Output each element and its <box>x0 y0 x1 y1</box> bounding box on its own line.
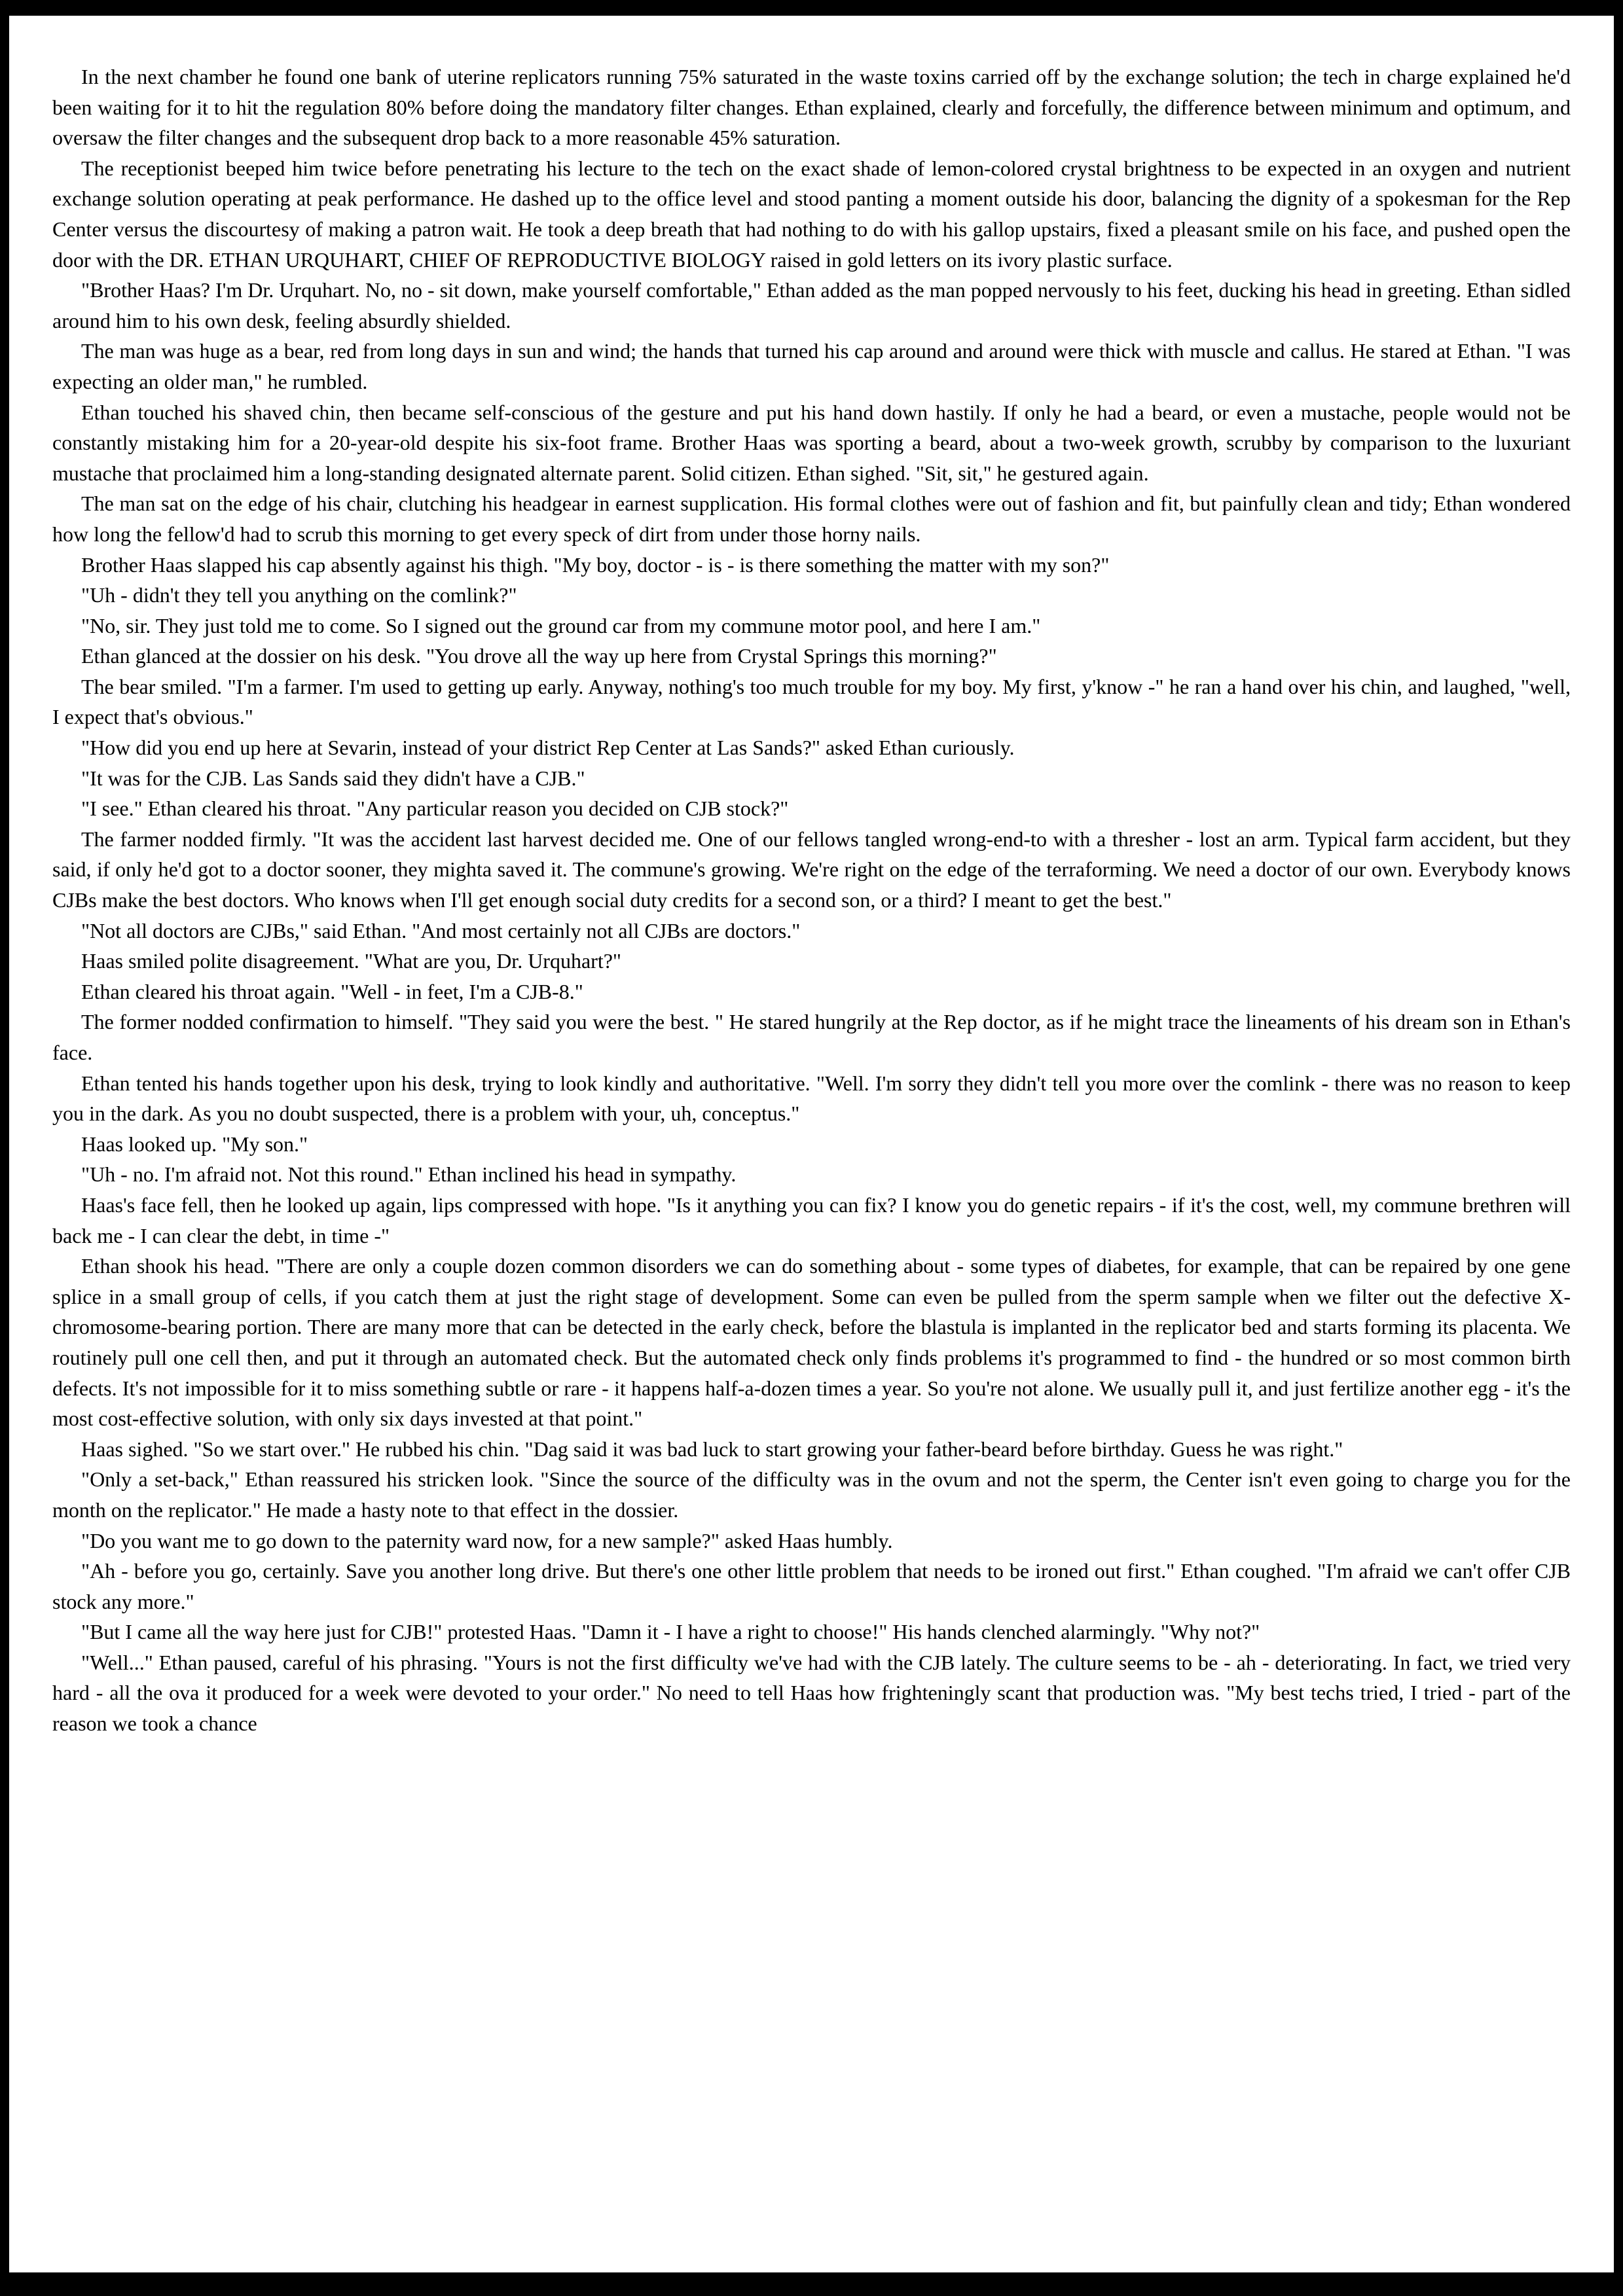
page-text <box>52 62 1571 1739</box>
paragraph: The farmer nodded firmly. "It was the accident last harvest decided me. One of our fellows tangled wrong-end-to with a thresher - lost an arm. Typical farm accident, but they said, if only he'd got to a doctor sooner, they mighta saved it. The commune's growing. We're right on the edge of the terraforming. We need a doctor of our own. Everybody knows CJBs make the best doctors. Who knows when I'll get enough social duty credits for a second son, or a third? I meant to get the best." <box>52 827 1571 912</box>
paragraph: "Well..." Ethan paused, careful of his phrasing. "Yours is not the first difficulty we've had with the CJB lately. The culture seems to be - ah - deteriorating. In fact, we tried very hard - all the ova it produced for a week were devoted to your order." No need to tell Haas how frighteningly scant that production was. "My best techs tried, I tried - part of the reason we took a chance <box>52 1650 1571 1736</box>
paragraph: "It was for the CJB. Las Sands said they didn't have a CJB." <box>81 766 585 790</box>
paragraph: The former nodded confirmation to himself. "They said you were the best. " He stared hungrily at the Rep doctor, as if he might trace the lineaments of his dream son in Ethan's face. <box>52 1010 1571 1064</box>
paragraph: The man sat on the edge of his chair, clutching his headgear in earnest supplication. His formal clothes were out of fashion and fit, but painfully clean and tidy; Ethan wondered how long the fellow'd had to scrub this morning to get every speck of dirt from under those horny nails. <box>52 492 1571 546</box>
paragraph: Ethan glanced at the dossier on his desk. "You drove all the way up here from Crystal Springs this morning?" <box>81 644 997 668</box>
paragraph: Haas's face fell, then he looked up again, lips compressed with hope. "Is it anything you can fix? I know you do genetic repairs - if it's the cost, well, my commune brethren will back me - I can clear the debt, in time -" <box>52 1193 1571 1247</box>
paragraph: "Brother Haas? I'm Dr. Urquhart. No, no - sit down, make yourself comfortable," Ethan added as the man popped nervously to his feet, ducking his head in greeting. Ethan sidled around him to his own desk, feeling absurdly shielded. <box>52 278 1571 332</box>
paragraph: "But I came all the way here just for CJB!" protested Haas. "Damn it - I have a right to choose!" His hands clenched alarmingly. "Why not?" <box>81 1620 1260 1644</box>
paragraph: "Do you want me to go down to the paternity ward now, for a new sample?" asked Haas humbly. <box>81 1528 893 1552</box>
paragraph: "Uh - didn't they tell you anything on the comlink?" <box>81 583 517 607</box>
paragraph: Haas looked up. "My son." <box>81 1132 308 1156</box>
paragraph: Brother Haas slapped his cap absently against his thigh. "My boy, doctor - is - is there something the matter with my son?" <box>81 552 1110 577</box>
paragraph: "How did you end up here at Sevarin, instead of your district Rep Center at Las Sands?" asked Ethan curiously. <box>81 736 1015 760</box>
paragraph: "Only a set-back," Ethan reassured his stricken look. "Since the source of the difficulty was in the ovum and not the sperm, the Center isn't even going to charge you for the month on the replicator." He made a hasty note to that effect in the dossier. <box>52 1467 1571 1522</box>
paragraph: "Uh - no. I'm afraid not. Not this round." Ethan inclined his head in sympathy. <box>81 1162 737 1187</box>
paragraph: Ethan tented his hands together upon his desk, trying to look kindly and authoritative. "Well. I'm sorry they didn't tell you more over the comlink - there was no reason to keep you in the dark. As you no doubt suspected, there is a problem with your, uh, conceptus." <box>52 1071 1571 1126</box>
paragraph: "I see." Ethan cleared his throat. "Any particular reason you decided on CJB stock?" <box>81 797 789 821</box>
paragraph: Ethan shook his head. "There are only a couple dozen common disorders we can do something about - some types of diabetes, for example, that can be repaired by one gene splice in a small group of cells, if you catch them at just the right stage of development. Some can even be pulled from the sperm sample when we filter out the defective X-chromosome-bearing portion. There are many more that can be detected in the early check, before the blastula is implanted in the replicator bed and starts forming its placenta. We routinely pull one cell then, and put it through an automated check. But the automated check only finds problems it's programmed to find - the hundred or so most common birth defects. It's not impossible for it to miss something subtle or rare - it happens half-a-dozen times a year. So you're not alone. We usually pull it, and just fertilize another egg - it's the most cost-effective solution, with only six days invested at that point." <box>52 1254 1571 1431</box>
paragraph: Ethan cleared his throat again. "Well - in feet, I'm a CJB-8." <box>81 979 583 1003</box>
paragraph: The bear smiled. "I'm a farmer. I'm used to getting up early. Anyway, nothing's too much trouble for my boy. My first, y'know -" he ran a hand over his chin, and laughed, "well, I expect that's obvious." <box>52 674 1571 729</box>
paragraph: "Ah - before you go, certainly. Save you another long drive. But there's one other little problem that needs to be ironed out first." Ethan coughed. "I'm afraid we can't offer CJB stock any more." <box>52 1559 1571 1613</box>
paragraph: "Not all doctors are CJBs," said Ethan. "And most certainly not all CJBs are doctors." <box>81 918 801 942</box>
paragraph: The receptionist beeped him twice before penetrating his lecture to the tech on the exact shade of lemon-colored crystal brightness to be expected in an oxygen and nutrient exchange solution operating at peak performance. He dashed up to the office level and stood panting a moment outside his door, balancing the dignity of a spokesman for the Rep Center versus the discourtesy of making a patron wait. He took a deep breath that had nothing to do with his gallop upstairs, fixed a pleasant smile on his face, and pushed open the door with the DR. ETHAN URQUHART, CHIEF OF REPRODUCTIVE BIOLOGY raised in gold letters on its ivory plastic surface. <box>52 156 1571 272</box>
paragraph: Haas sighed. "So we start over." He rubbed his chin. "Dag said it was bad luck to start growing your father-beard before birthday. Guess he was right." <box>81 1437 1343 1461</box>
paragraph: "No, sir. They just told me to come. So I signed out the ground car from my commune motor pool, and here I am." <box>81 613 1041 637</box>
paragraph: Haas smiled polite disagreement. "What are you, Dr. Urquhart?" <box>81 949 621 973</box>
paragraph: The man was huge as a bear, red from long days in sun and wind; the hands that turned his cap around and around were thick with muscle and callus. He stared at Ethan. "I was expecting an older man," he rumbled. <box>52 339 1571 393</box>
paragraph: Ethan touched his shaved chin, then became self-conscious of the gesture and put his hand down hastily. If only he had a beard, or even a mustache, people would not be constantly mistaking him for a 20-year-old despite his six-foot frame. Brother Haas was sporting a beard, about a two-week growth, scrubby by comparison to the luxuriant mustache that proclaimed him a long-standing designated alternate parent. Solid citizen. Ethan sighed. "Sit, sit," he gestured again. <box>52 400 1571 485</box>
paragraph: In the next chamber he found one bank of uterine replicators running 75% saturated in the waste toxins carried off by the exchange solution; the tech in charge explained he'd been waiting for it to hit the regulation 80% before doing the mandatory filter changes. Ethan explained, clearly and forcefully, the difference between minimum and optimum, and oversaw the filter changes and the subsequent drop back to a more reasonable 45% saturation. <box>52 65 1571 150</box>
book-page <box>9 16 1614 2272</box>
